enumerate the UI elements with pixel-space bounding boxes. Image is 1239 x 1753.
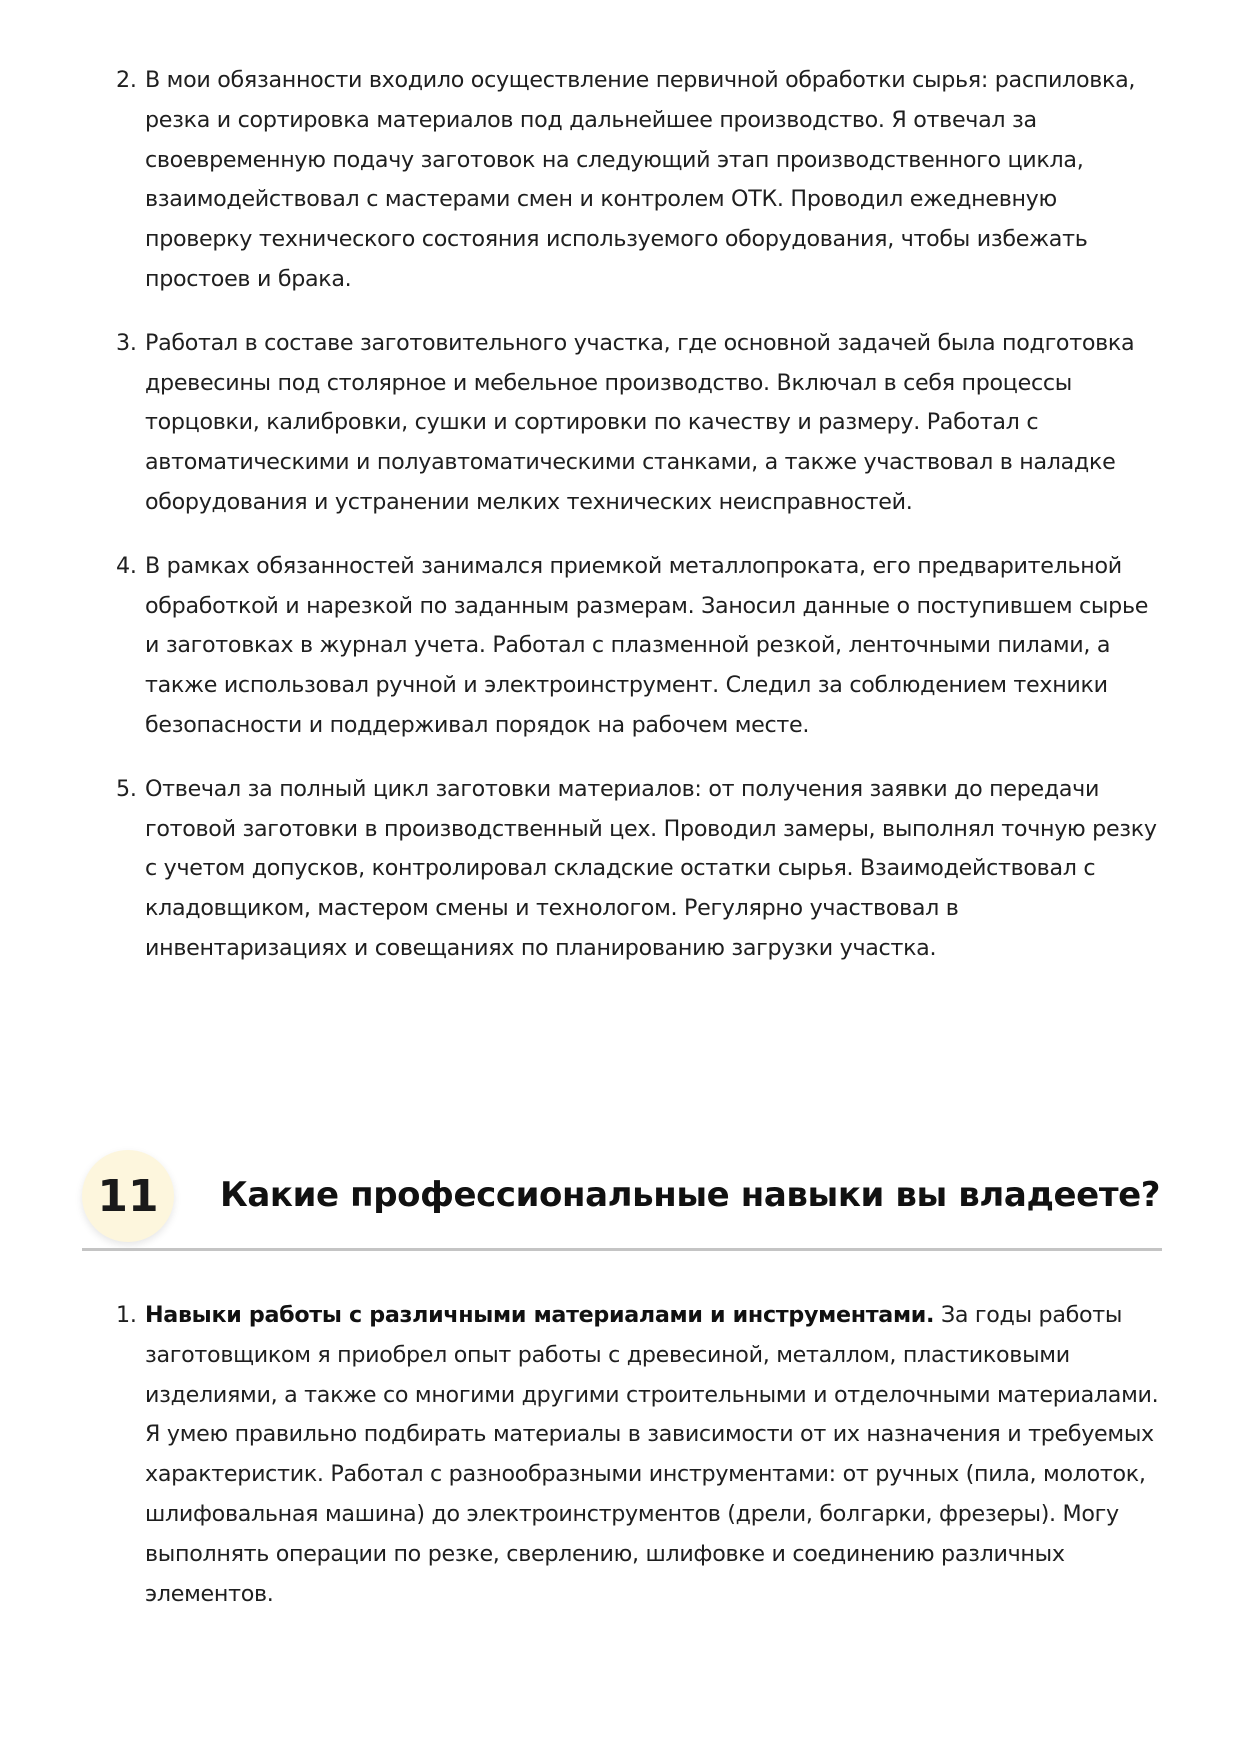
list-item-number: 3. — [116, 329, 137, 356]
list-item-text: Отвечал за полный цикл заготовки материалов: от получения заявки до передачи готовой заготовки в производственный цех. Проводил замеры, выполнял точную резку с учетом допусков, контролировал складские остатки сырья. Взаимодействовал с кладовщиком, мастером смены и технологом. Регулярно участвовал в инвентаризациях и совещаниях по планированию загрузки участка. — [145, 775, 1157, 961]
list-item-text — [145, 1296, 1166, 1614]
section-number-badge: 11 — [82, 1150, 174, 1242]
list-item — [116, 547, 1166, 746]
list-item-number: 4. — [116, 552, 137, 579]
list-item-bold-lead: Навыки работы с различными материалами и инструментами. — [145, 1302, 935, 1328]
section-title: Какие профессиональные навыки вы владеете? — [220, 1175, 1161, 1215]
list-item-text: В рамках обязанностей занимался приемкой металлопроката, его предварительной обработкой и нарезкой по заданным размерам. Заносил данные о поступившем сырье и заготовках в журнал учета. Работал с плазменной резкой, ленточными пилами, а также использовал ручной и электроинструмент. Следил за соблюдением техники безопасности и поддерживал порядок на рабочем месте. — [145, 552, 1149, 738]
list-item-text: Работал в составе заготовительного участка, где основной задачей была подготовка древесины под столярное и мебельное производство. Включал в себя процессы торцовки, калибровки, сушки и сортировки по качеству и размеру. Работал с автоматическими и полуавтоматическими станками, а также участвовал в наладке оборудования и устранении мелких технических неисправностей. — [145, 329, 1135, 515]
list-item — [116, 1296, 1166, 1614]
list-item-number: 5. — [116, 775, 137, 802]
list-item-number: 1. — [116, 1302, 137, 1328]
skills-list — [116, 1296, 1166, 1638]
section-header — [82, 1140, 1162, 1260]
list-item — [116, 770, 1166, 969]
list-item-number: 2. — [116, 67, 137, 93]
list-item-body: За годы работы заготовщиком я приобрел опыт работы с древесиной, металлом, пластиковыми изделиями, а также со многими другими строительными и отделочными материалами. Я умею правильно подбирать материалы в зависимости от их назначения и требуемых характеристик. Работал с разнообразными инструментами: от ручных (пила, молоток, шлифовальная машина) до электроинструментов (дрели, болгарки, фрезеры). Могу выполнять операции по резке, сверлению, шлифовке и соединению различных элементов. — [145, 1302, 1159, 1607]
list-item — [116, 324, 1166, 523]
list-item-text: В мои обязанности входило осуществление первичной обработки сырья: распиловка, резка и сортировка материалов под дальнейшее производство. Я отвечал за своевременную подачу заготовок на следующий этап производственного цикла, взаимодействовал с мастерами смен и контролем ОТК. Проводил ежедневную проверку технического состояния используемого оборудования, чтобы избежать простоев и брака. — [145, 67, 1136, 292]
section-divider — [82, 1248, 1162, 1251]
experience-list — [116, 61, 1166, 993]
list-item — [116, 61, 1166, 300]
